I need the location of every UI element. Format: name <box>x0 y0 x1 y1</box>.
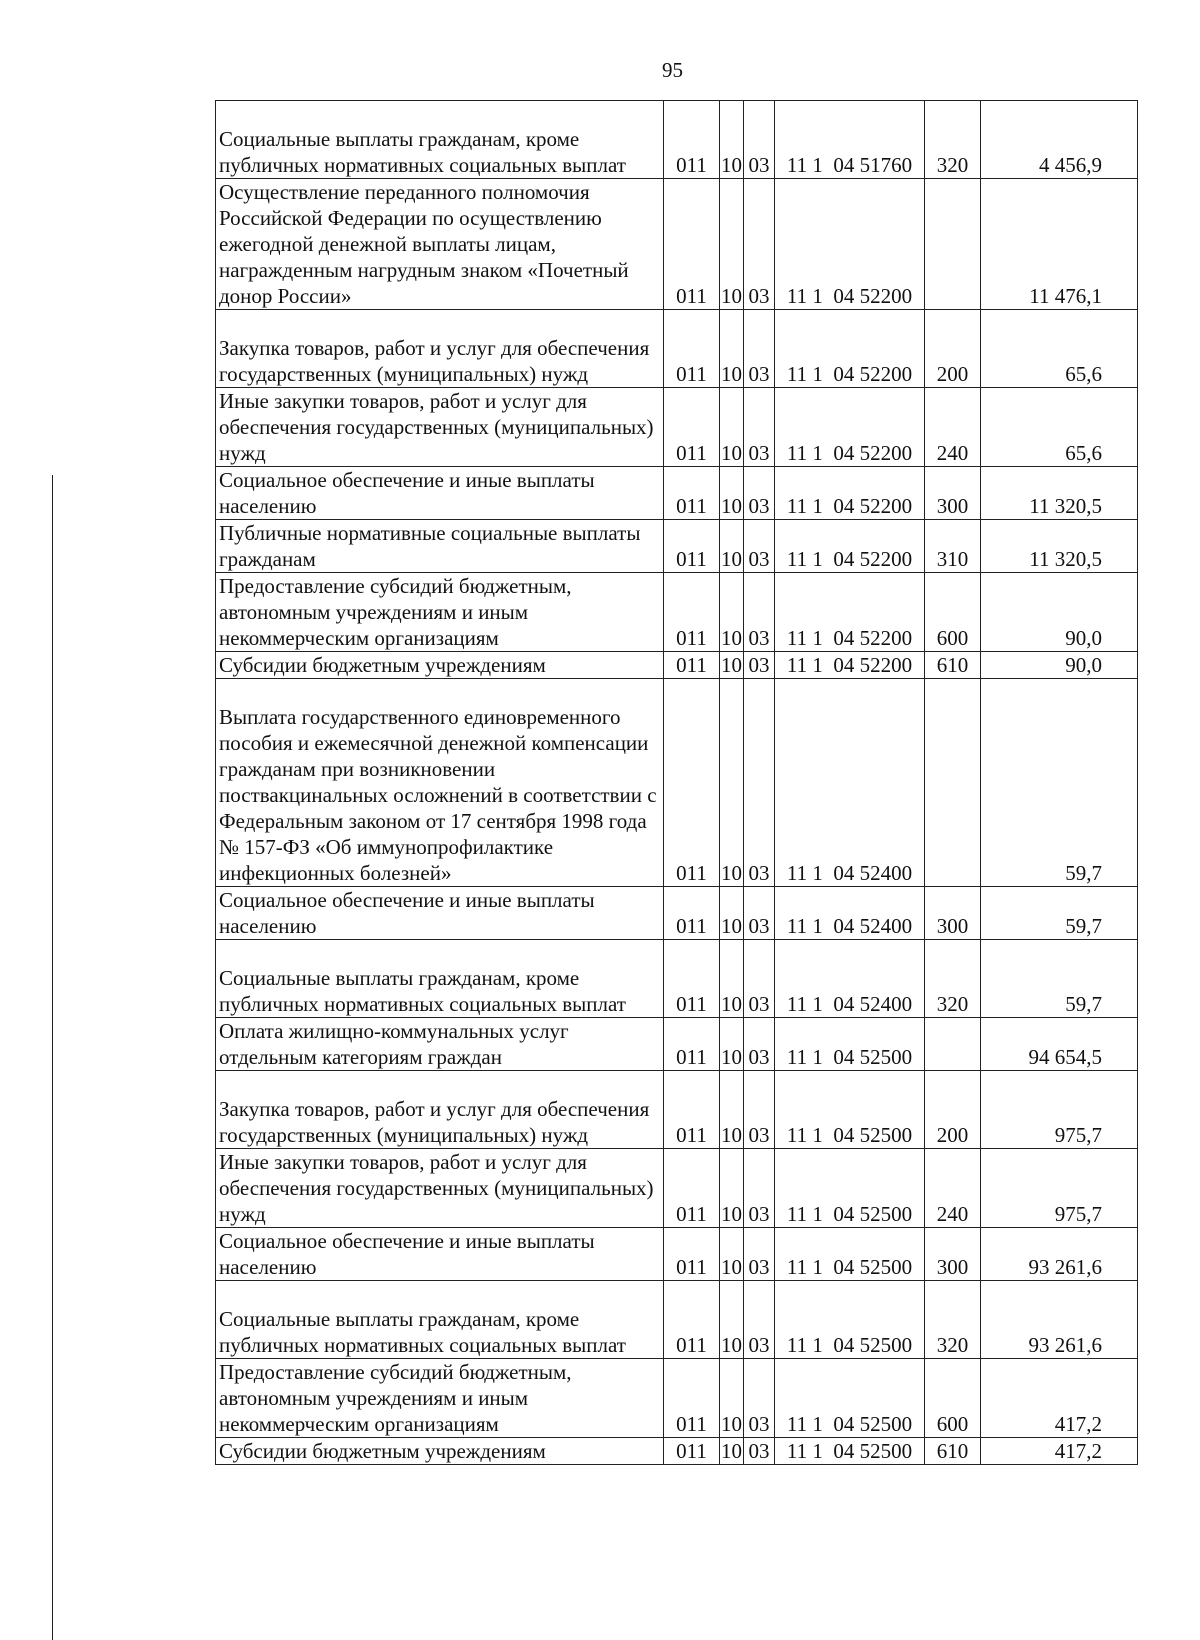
target-code: 04 52200 <box>833 653 913 677</box>
section-code: 10 <box>720 1018 744 1071</box>
amount: 417,2 <box>981 1438 1138 1465</box>
subsection-code: 03 <box>744 940 775 1018</box>
ministry-code: 011 <box>664 1018 720 1071</box>
target-code: 04 52500 <box>833 1439 913 1463</box>
expense-type-code: 240 <box>925 1149 981 1228</box>
table-row <box>216 467 1138 520</box>
amount: 94 654,5 <box>981 1018 1138 1071</box>
target-article-code <box>775 1018 925 1071</box>
ministry-code: 011 <box>664 179 720 310</box>
expense-type-code: 310 <box>925 520 981 573</box>
amount: 93 261,6 <box>981 1281 1138 1359</box>
section-code: 10 <box>720 1281 744 1359</box>
amount: 59,7 <box>981 940 1138 1018</box>
page-number: 95 <box>662 58 683 82</box>
target-code: 04 52200 <box>833 284 913 308</box>
section-code: 10 <box>720 520 744 573</box>
expense-type-code: 610 <box>925 652 981 679</box>
expense-type-code: 600 <box>925 1359 981 1438</box>
row-description: Социальное обеспечение и иные выплаты населению <box>216 887 664 940</box>
ministry-code: 011 <box>664 467 720 520</box>
program-code: 11 1 <box>786 153 823 177</box>
target-article-code <box>775 1438 925 1465</box>
program-code: 11 1 <box>786 362 823 386</box>
expense-type-code: 240 <box>925 388 981 467</box>
subsection-code: 03 <box>744 179 775 310</box>
ministry-code: 011 <box>664 1438 720 1465</box>
target-code: 04 52500 <box>833 1333 913 1357</box>
target-code: 04 52500 <box>833 1412 913 1436</box>
row-description: Оплата жилищно-коммунальных услуг отдельным категориям граждан <box>216 1018 664 1071</box>
expense-type-code <box>925 179 981 310</box>
table-body <box>216 101 1138 1465</box>
row-description: Социальные выплаты гражданам, кроме публичных нормативных социальных выплат <box>216 940 664 1018</box>
ministry-code: 011 <box>664 887 720 940</box>
target-article-code <box>775 1071 925 1149</box>
ministry-code: 011 <box>664 520 720 573</box>
target-code: 04 52400 <box>833 992 913 1016</box>
section-code: 10 <box>720 310 744 388</box>
section-code: 10 <box>721 653 742 677</box>
amount: 59,7 <box>981 887 1138 940</box>
target-code: 04 52200 <box>833 626 913 650</box>
expense-type-code: 320 <box>925 1281 981 1359</box>
program-code: 11 1 <box>786 441 823 465</box>
subsection-code: 03 <box>744 310 775 388</box>
expense-type-code: 200 <box>925 310 981 388</box>
amount: 11 320,5 <box>981 520 1138 573</box>
target-code: 04 52500 <box>833 1255 913 1279</box>
amount: 59,7 <box>981 679 1138 887</box>
amount: 417,2 <box>981 1359 1138 1438</box>
row-description: Предоставление субсидий бюджетным, автономным учреждениям и иным некоммерческим организациям <box>216 1359 664 1438</box>
table-row <box>216 101 1138 179</box>
section-code: 10 <box>720 467 744 520</box>
subsection-code: 03 <box>744 388 775 467</box>
subsection-code: 03 <box>744 1149 775 1228</box>
row-description: Иные закупки товаров, работ и услуг для обеспечения государственных (муниципальных) нужд <box>216 388 664 467</box>
section-code: 10 <box>720 179 744 310</box>
section-code: 10 <box>720 388 744 467</box>
expense-type-code: 320 <box>925 940 981 1018</box>
target-article-code <box>775 520 925 573</box>
ministry-code: 011 <box>664 1281 720 1359</box>
amount: 90,0 <box>981 652 1138 679</box>
table-row <box>216 573 1138 652</box>
section-code: 10 <box>720 573 744 652</box>
program-code: 11 1 <box>786 992 823 1016</box>
row-description: Закупка товаров, работ и услуг для обеспечения государственных (муниципальных) нужд <box>216 310 664 388</box>
section-code: 10 <box>721 1439 742 1463</box>
amount: 975,7 <box>981 1071 1138 1149</box>
program-code: 11 1 <box>786 1202 823 1226</box>
table-row <box>216 310 1138 388</box>
ministry-code: 011 <box>664 940 720 1018</box>
row-description: Закупка товаров, работ и услуг для обеспечения государственных (муниципальных) нужд <box>216 1071 664 1149</box>
program-code: 11 1 <box>786 626 823 650</box>
program-code: 11 1 <box>786 1333 823 1357</box>
target-code: 04 52200 <box>833 547 913 571</box>
margin-rule <box>52 475 53 1640</box>
expense-type-code: 320 <box>925 101 981 179</box>
subsection-code: 03 <box>744 887 775 940</box>
program-code: 11 1 <box>786 547 823 571</box>
row-description: Социальные выплаты гражданам, кроме публичных нормативных социальных выплат <box>216 101 664 179</box>
program-code: 11 1 <box>786 653 823 677</box>
program-code: 11 1 <box>786 284 823 308</box>
ministry-code: 011 <box>664 310 720 388</box>
table-row <box>216 679 1138 887</box>
amount: 4 456,9 <box>981 101 1138 179</box>
subsection-code: 03 <box>744 1228 775 1281</box>
program-code: 11 1 <box>786 1439 823 1463</box>
program-code: 11 1 <box>786 1045 823 1069</box>
expense-type-code: 300 <box>925 467 981 520</box>
table-row <box>216 1071 1138 1149</box>
row-description: Предоставление субсидий бюджетным, автономным учреждениям и иным некоммерческим организациям <box>216 573 664 652</box>
target-code: 04 52500 <box>833 1123 913 1147</box>
subsection-code: 03 <box>744 1438 775 1465</box>
target-article-code <box>775 310 925 388</box>
ministry-code: 011 <box>664 652 720 679</box>
target-code: 04 52200 <box>833 362 913 386</box>
table-row <box>216 1359 1138 1438</box>
program-code: 11 1 <box>786 494 823 518</box>
expense-type-code <box>925 1018 981 1071</box>
row-description: Публичные нормативные социальные выплаты гражданам <box>216 520 664 573</box>
target-code: 04 51760 <box>833 153 913 177</box>
table-row <box>216 1281 1138 1359</box>
amount: 975,7 <box>981 1149 1138 1228</box>
row-description: Социальное обеспечение и иные выплаты населению <box>216 467 664 520</box>
section-code: 10 <box>720 1071 744 1149</box>
target-article-code <box>775 388 925 467</box>
target-article-code <box>775 887 925 940</box>
row-description: Осуществление переданного полномочия Российской Федерации по осуществлению ежегодной денежной выплаты лицам, награжденным нагрудным знаком «Почетный донор России» <box>216 179 664 310</box>
subsection-code: 03 <box>744 652 775 679</box>
amount: 65,6 <box>981 388 1138 467</box>
subsection-code: 03 <box>744 1071 775 1149</box>
row-description: Социальное обеспечение и иные выплаты населению <box>216 1228 664 1281</box>
program-code: 11 1 <box>786 1255 823 1279</box>
section-code: 10 <box>720 101 744 179</box>
table-row <box>216 887 1138 940</box>
ministry-code: 011 <box>664 1071 720 1149</box>
section-code: 10 <box>720 940 744 1018</box>
amount: 90,0 <box>981 573 1138 652</box>
ministry-code: 011 <box>664 1359 720 1438</box>
expense-type-code: 300 <box>925 887 981 940</box>
table-row <box>216 520 1138 573</box>
row-description: Выплата государственного единовременного пособия и ежемесячной денежной компенсации гражданам при возникновении поствакцинальных осложнений в соответствии с Федеральным законом от 17 сентября 1998 года № 157-ФЗ «Об иммунопрофилактике инфекционных болезней» <box>216 679 664 887</box>
expense-type-code: 600 <box>925 573 981 652</box>
subsection-code: 03 <box>744 1359 775 1438</box>
subsection-code: 03 <box>744 520 775 573</box>
section-code: 10 <box>720 1228 744 1281</box>
ministry-code: 011 <box>664 388 720 467</box>
target-code: 04 52500 <box>833 1045 913 1069</box>
target-article-code <box>775 679 925 887</box>
subsection-code: 03 <box>744 467 775 520</box>
expense-type-code <box>925 679 981 887</box>
target-code: 04 52400 <box>833 914 913 938</box>
target-article-code <box>775 1228 925 1281</box>
section-code: 10 <box>720 679 744 887</box>
section-code: 10 <box>720 1359 744 1438</box>
target-article-code <box>775 179 925 310</box>
table-row <box>216 652 1138 679</box>
subsection-code: 03 <box>744 573 775 652</box>
target-article-code <box>775 1359 925 1438</box>
expense-type-code: 300 <box>925 1228 981 1281</box>
target-code: 04 52200 <box>833 441 913 465</box>
target-article-code <box>775 1149 925 1228</box>
table-row <box>216 1438 1138 1465</box>
subsection-code: 03 <box>744 679 775 887</box>
subsection-code: 03 <box>744 1281 775 1359</box>
target-article-code <box>775 940 925 1018</box>
amount: 93 261,6 <box>981 1228 1138 1281</box>
target-code: 04 52500 <box>833 1202 913 1226</box>
program-code: 11 1 <box>786 1412 823 1436</box>
program-code: 11 1 <box>786 861 823 885</box>
table-row <box>216 388 1138 467</box>
subsection-code: 03 <box>744 101 775 179</box>
target-article-code <box>775 101 925 179</box>
table-row <box>216 1149 1138 1228</box>
target-article-code <box>775 467 925 520</box>
target-article-code <box>775 573 925 652</box>
target-article-code <box>775 1281 925 1359</box>
ministry-code: 011 <box>664 1149 720 1228</box>
amount: 11 320,5 <box>981 467 1138 520</box>
row-description: Субсидии бюджетным учреждениям <box>216 1438 664 1465</box>
row-description: Социальные выплаты гражданам, кроме публичных нормативных социальных выплат <box>216 1281 664 1359</box>
expense-type-code: 610 <box>925 1438 981 1465</box>
row-description: Иные закупки товаров, работ и услуг для обеспечения государственных (муниципальных) нужд <box>216 1149 664 1228</box>
amount: 11 476,1 <box>981 179 1138 310</box>
table-row <box>216 1018 1138 1071</box>
row-description: Субсидии бюджетным учреждениям <box>216 652 664 679</box>
target-code: 04 52200 <box>833 494 913 518</box>
table-row <box>216 940 1138 1018</box>
section-code: 10 <box>720 1149 744 1228</box>
budget-table <box>215 100 1138 1465</box>
ministry-code: 011 <box>664 679 720 887</box>
target-article-code <box>775 652 925 679</box>
subsection-code: 03 <box>744 1018 775 1071</box>
program-code: 11 1 <box>786 914 823 938</box>
table-row <box>216 179 1138 310</box>
target-code: 04 52400 <box>833 861 913 885</box>
section-code: 10 <box>720 887 744 940</box>
expense-type-code: 200 <box>925 1071 981 1149</box>
ministry-code: 011 <box>664 573 720 652</box>
ministry-code: 011 <box>664 1228 720 1281</box>
program-code: 11 1 <box>786 1123 823 1147</box>
table-row <box>216 1228 1138 1281</box>
amount: 65,6 <box>981 310 1138 388</box>
ministry-code: 011 <box>664 101 720 179</box>
